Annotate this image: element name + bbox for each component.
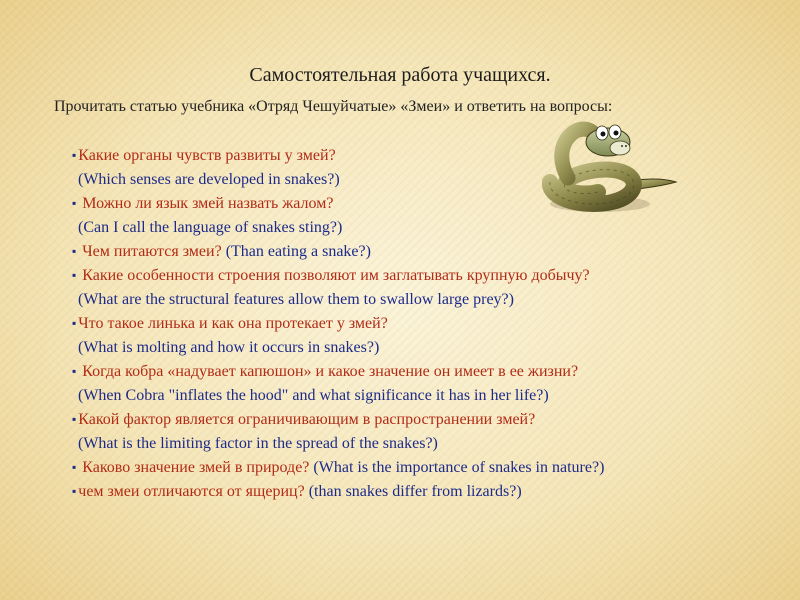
question-9-en: (than snakes differ from lizards?) [308,483,522,500]
question-4 [72,265,590,287]
question-7-en: (What is the limiting factor in the spread of the snakes?) [78,435,438,452]
question-9 [72,481,522,503]
bullet-icon: ▪ [72,412,77,426]
question-1-ru: Какие органы чувств развиты у змей? [78,147,336,164]
question-3-en: (Than eating a snake?) [225,243,371,260]
snake-illustration [538,116,678,216]
question-8 [72,457,604,479]
question-3 [72,241,371,263]
question-7 [72,409,535,431]
question-7-ru: Какой фактор является ограничивающим в распространении змей? [78,411,536,428]
question-1 [72,145,336,167]
question-4-ru: Какие особенности строения позволяют им заглатывать крупную добычу? [82,267,590,284]
question-8-en: (What is the importance of snakes in nature?) [313,459,605,476]
question-2-ru: Можно ли язык змей назвать жалом? [82,195,334,212]
bullet-icon: ▪ [72,148,77,162]
bullet-icon: ▪ [72,196,77,210]
bullet-icon: ▪ [72,268,77,282]
question-8-ru: Каково значение змей в природе? [82,459,310,476]
bullet-icon: ▪ [72,484,77,498]
intro-text: Прочитать статью учебника «Отряд Чешуйчатые» «Змеи» и ответить на вопросы: [54,98,613,115]
bullet-icon: ▪ [72,316,77,330]
question-5 [72,313,388,335]
question-6-ru: Когда кобра «надувает капюшон» и какое значение он имеет в ее жизни? [82,363,579,380]
bullet-icon: ▪ [72,244,77,258]
question-2 [72,193,333,215]
question-6 [72,361,578,383]
question-2-en: (Can I call the language of snakes sting?) [78,219,343,236]
question-3-ru: Чем питаются змеи? [82,243,222,260]
question-5-en: (What is molting and how it occurs in snakes?) [78,339,380,356]
question-5-ru: Что такое линька и как она протекает у змей? [78,315,388,332]
slide-title: Самостоятельная работа учащихся. [249,64,551,86]
bullet-icon: ▪ [72,460,77,474]
bullet-icon: ▪ [72,364,77,378]
question-4-en: (What are the structural features allow them to swallow large prey?) [78,291,514,308]
question-1-en: (Which senses are developed in snakes?) [78,171,340,188]
question-6-en: (When Cobra "inflates the hood" and what significance it has in her life?) [78,387,549,404]
question-9-ru: чем змеи отличаются от ящериц? [78,483,305,500]
